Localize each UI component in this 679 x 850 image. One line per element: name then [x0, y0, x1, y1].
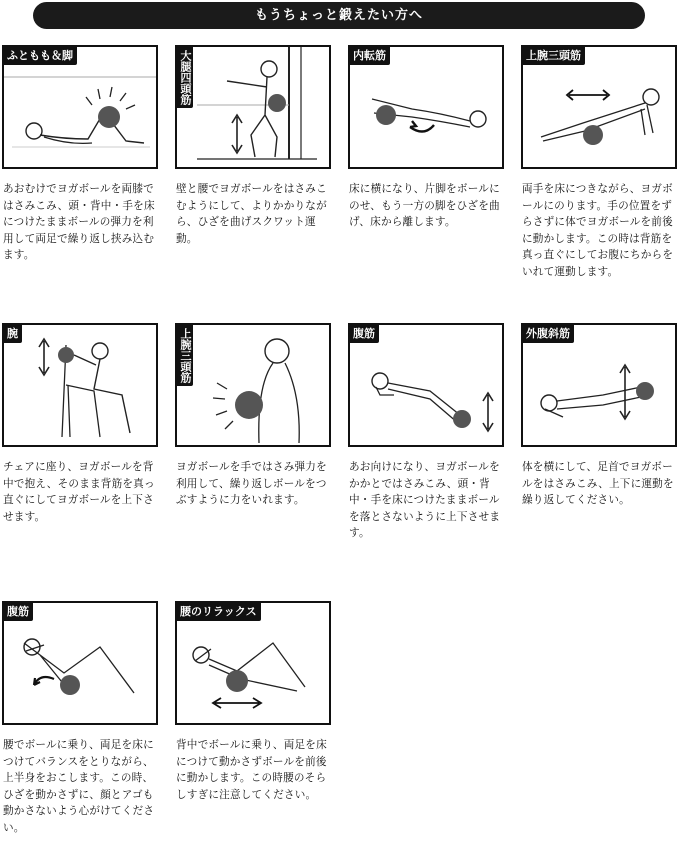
ball-crunch-illustration	[4, 603, 156, 723]
section-header-banner	[33, 2, 645, 29]
exercise-description: 壁と腰でヨガボールをはさみこむようにして、よりかかりながら、ひざを曲げスクワット運動。	[176, 183, 327, 245]
exercise-card-quadriceps	[175, 45, 333, 247]
exercise-card-arm	[2, 323, 160, 525]
exercise-illustration-frame	[2, 45, 158, 169]
exercise-label: ふともも＆脚	[4, 47, 77, 65]
exercise-illustration-frame	[2, 323, 158, 447]
side-lying-leg-lift-illustration	[350, 47, 502, 167]
exercise-description: 床に横になり、片脚をボールにのせ、もう一方の脚をひざを曲げ、床から離します。	[349, 183, 500, 229]
chair-ball-lift-illustration	[4, 325, 156, 445]
thigh-squeeze-illustration	[4, 47, 156, 167]
exercise-card-thigh-legs	[2, 45, 160, 264]
exercise-card-obliques	[521, 323, 679, 509]
exercise-label: 大腿四頭筋	[177, 47, 193, 108]
back-roll-illustration	[177, 603, 329, 723]
exercise-label: 外腹斜筋	[523, 325, 574, 343]
exercise-description: チェアに座り、ヨガボールを背中で抱え、そのまま背筋を真っ直ぐにしてヨガボールを上下させます。	[3, 461, 155, 523]
exercise-card-triceps-press	[175, 323, 333, 509]
exercise-description: 両手を床につきながら、ヨガボールにのります。手の位置をずらさずに体でヨガボールを前後に動かします。この時は背筋を真っ直ぐにしてお腹にちからをいれて運動します。	[522, 183, 674, 278]
exercise-illustration-frame	[175, 601, 331, 725]
exercise-card-lower-back-relax	[175, 601, 333, 803]
exercise-description: ヨガボールを手ではさみ弾力を利用して、繰り返しボールをつぶすように力をいれます。	[176, 461, 327, 507]
exercise-illustration-frame	[175, 45, 331, 169]
exercise-illustration-frame	[348, 45, 504, 169]
exercise-card-abs-crunch	[2, 601, 160, 837]
exercise-label: 上腕三頭筋	[523, 47, 585, 65]
exercise-description: あおむけでヨガボールを両膝ではさみこみ、頭・背中・手を床につけたままボールの弾力を利用して両足で繰り返し挟み込むます。	[3, 183, 155, 262]
exercise-illustration-frame	[521, 323, 677, 447]
exercise-description: あお向けになり、ヨガボールをかかとではさみこみ、頭・背中・手を床につけたままボールを落とさないように上下させます。	[349, 461, 501, 540]
heel-ball-raise-illustration	[350, 325, 502, 445]
exercise-label: 腹筋	[4, 603, 33, 621]
exercise-label: 腕	[4, 325, 22, 343]
exercise-illustration-frame	[2, 601, 158, 725]
exercise-card-adductor	[348, 45, 506, 231]
section-title: もうちょっと鍛えたい方へ	[254, 8, 423, 23]
exercise-card-abs-heel	[348, 323, 506, 542]
side-ankle-ball-illustration	[523, 325, 675, 445]
exercise-label: 内転筋	[350, 47, 390, 65]
exercise-description: 背中でボールに乗り、両足を床につけて動かさずボールを前後に動かします。この時腰のそらしすぎに注意してください。	[176, 739, 327, 801]
exercise-illustration-frame	[521, 45, 677, 169]
exercise-description: 体を横にして、足首でヨガボールをはさみこみ、上下に運動を繰り返してください。	[522, 461, 674, 507]
exercise-label: 上腕三頭筋	[177, 325, 193, 386]
ball-press-illustration	[177, 325, 329, 445]
wall-squat-illustration	[177, 47, 329, 167]
ball-plank-illustration	[523, 47, 675, 167]
exercise-description: 腰でボールに乗り、両足を床につけてバランスをとりながら、上半身をおこします。この時、ひざを動かさずに、顔とアゴも動かさないよう心がけてください。	[3, 739, 155, 834]
exercise-label: 腹筋	[350, 325, 379, 343]
exercise-illustration-frame	[175, 323, 331, 447]
exercise-illustration-frame	[348, 323, 504, 447]
exercise-label: 腰のリラックス	[177, 603, 261, 621]
exercise-card-triceps-plank	[521, 45, 679, 281]
